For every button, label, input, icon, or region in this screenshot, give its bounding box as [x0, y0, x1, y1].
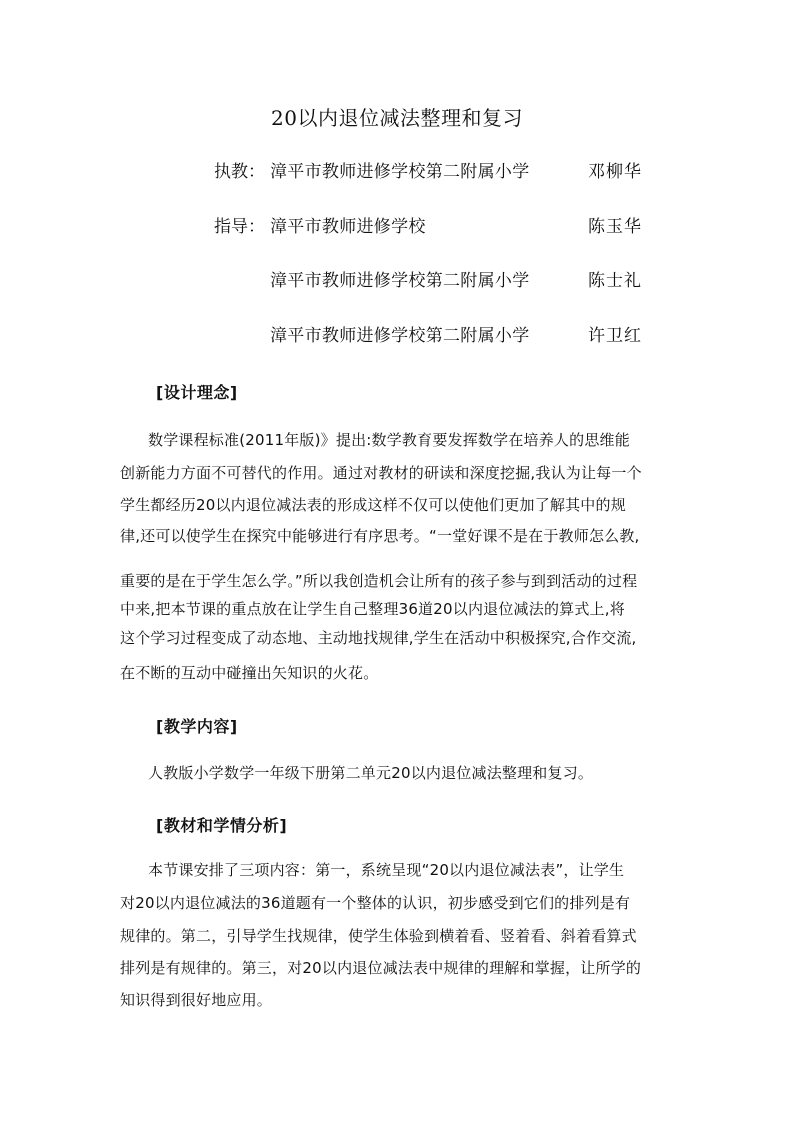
credit-school: 漳平市教师进修学校第二附属小学 [270, 326, 530, 346]
paragraph-line: 重要的是在于学生怎么学。”所以我创造机会让所有的孩子参与到到活动的过程 [120, 572, 638, 590]
credit-role: 执教： [214, 162, 265, 182]
credit-school: 漳平市教师进修学校 [270, 217, 426, 237]
credit-person: 邓柳华 [588, 162, 642, 182]
credit-school: 漳平市教师进修学校第二附属小学 [270, 162, 530, 182]
paragraph-line: 规律的。第二，引导学生找规律，使学生体验到横着看、竖着看、斜着看算式 [120, 927, 637, 945]
credit-row-advisor [0, 213, 794, 241]
paragraph-line: 在不断的互动中碰撞出矢知识的火花。 [120, 664, 379, 682]
paragraph-line: 本节课安排了三项内容：第一，系统呈现“20以内退位减法表”，让学生 [148, 861, 625, 879]
paragraph-line: 学生都经历20以内退位减法表的形成这样不仅可以使他们更加了解其中的规 [120, 496, 626, 514]
paragraph-line: 这个学习过程变成了动态地、主动地找规律,学生在活动中积极探究,合作交流, [120, 629, 637, 647]
section-heading: [设计理念] [156, 383, 238, 402]
credit-role: 指导： [214, 217, 265, 237]
credit-person: 许卫红 [588, 326, 642, 346]
credit-school: 漳平市教师进修学校第二附属小学 [270, 271, 530, 291]
section-heading: [教学内容] [156, 717, 238, 736]
paragraph-line: 排列是有规律的。第三，对20以内退位减法表中规律的理解和掌握，让所学的 [120, 959, 642, 977]
credit-row-advisor [0, 322, 794, 350]
credit-person: 陈玉华 [588, 217, 642, 237]
credit-row-teacher [0, 158, 794, 186]
paragraph-line: 对20以内退位减法的36道题有一个整体的认识，初步感受到它们的排列是有 [120, 894, 631, 912]
page-title: 20以内退位减法整理和复习 [271, 106, 523, 130]
paragraph-line: 中来,把本节课的重点放在让学生自己整理36道20以内退位减法的算式上,将 [120, 600, 625, 618]
credit-row-advisor [0, 267, 794, 295]
paragraph-line: 人教版小学数学一年级下册第二单元20以内退位减法整理和复习。 [148, 764, 594, 782]
paragraph-line: 数学课程标准(2011年版)》提出:数学教育要发挥数学在培养人的思维能 [148, 431, 630, 449]
paragraph-line: 律,还可以使学生在探究中能够进行有序思考。“一堂好课不是在于教师怎么教, [120, 527, 640, 545]
credit-person: 陈士礼 [588, 271, 642, 291]
paragraph-line: 知识得到很好地应用。 [120, 991, 273, 1009]
paragraph-line: 创新能力方面不可替代的作用。通过对教材的研读和深度挖掘,我认为让每一个 [120, 464, 642, 482]
section-heading: [教材和学情分析] [156, 816, 288, 835]
